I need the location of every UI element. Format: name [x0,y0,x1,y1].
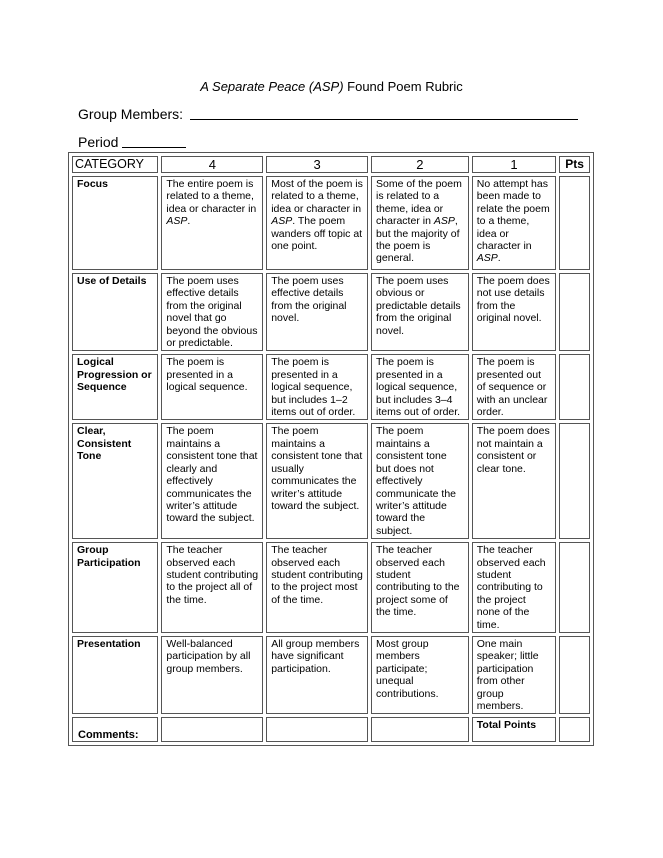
pts-cell[interactable] [559,176,590,270]
cell-score-2: The poem is presented in a logical sequence, but includes 3–4 items out of order. [371,354,469,420]
total-points-label: Total Points [472,717,556,742]
row-category: Clear, Consistent Tone [72,423,158,539]
row-category: Group Participation [72,542,158,633]
period-blank [122,147,186,148]
period-label: Period [78,134,119,150]
table-row [72,636,590,714]
cell-score-3: The teacher observed each student contributing to the project most of the time. [266,542,368,633]
cell-score-4: The teacher observed each student contributing to the project all of the time. [161,542,263,633]
cell-score-2: The teacher observed each student contributing to the project some of the time. [371,542,469,633]
cell-score-3: All group members have significant participation. [266,636,368,714]
pts-cell[interactable] [559,423,590,539]
cell-score-3: The poem uses effective details from the original novel. [266,273,368,351]
cell-score-4: Well-balanced participation by all group members. [161,636,263,714]
pts-cell[interactable] [559,542,590,633]
header-score-1: 1 [472,156,556,173]
total-row [72,717,590,742]
page-title [0,79,663,94]
cell-score-3: Most of the poem is related to a theme, idea or character in ASP. The poem wanders off topic at one point. [266,176,368,270]
row-category: Focus [72,176,158,270]
table-row [72,176,590,270]
cell-score-4: The poem maintains a consistent tone that clearly and effectively communicates the writer’s attitude toward the subject. [161,423,263,539]
cell-score-1: The teacher observed each student contributing to the project none of the time. [472,542,556,633]
cell-score-2: The poem maintains a consistent tone but does not effectively communicate the writer’s attitude toward the subject. [371,423,469,539]
rubric-table [68,152,594,746]
cell-score-3: The poem is presented in a logical sequence, but includes 1–2 items out of order. [266,354,368,420]
cell-score-1: The poem does not maintain a consistent or clear tone. [472,423,556,539]
header-score-3: 3 [266,156,368,173]
cell-score-4: The poem uses effective details from the original novel that go beyond the obvious or predictable. [161,273,263,351]
cell-score-3: The poem maintains a consistent tone that usually communicates the writer’s attitude toward the subject. [266,423,368,539]
row-category: Logical Progression or Sequence [72,354,158,420]
cell-score-1: The poem does not use details from the original novel. [472,273,556,351]
title-italic: A Separate Peace (ASP) [200,79,344,94]
header-pts: Pts [559,156,590,173]
header-row [72,156,590,173]
cell-score-1: No attempt has been made to relate the poem to a theme, idea or character in ASP. [472,176,556,270]
pts-cell[interactable] [559,273,590,351]
empty-cell [161,717,263,742]
table-row [72,423,590,539]
header-category: CATEGORY [72,156,158,173]
row-category: Presentation [72,636,158,714]
comments-label: Comments: [78,729,139,741]
pts-cell[interactable] [559,354,590,420]
table-row [72,354,590,420]
header-score-2: 2 [371,156,469,173]
table-row [72,273,590,351]
total-pts-cell[interactable] [559,717,590,742]
row-category: Use of Details [72,273,158,351]
table-row [72,542,590,633]
cell-score-1: The poem is presented out of sequence or with an unclear order. [472,354,556,420]
group-members-blank [190,119,578,120]
empty-cell [266,717,368,742]
cell-score-4: The poem is presented in a logical sequence. [161,354,263,420]
title-rest: Found Poem Rubric [343,79,463,94]
cell-score-2: Some of the poem is related to a theme, idea or character in ASP, but the majority of the poem is general. [371,176,469,270]
cell-score-2: The poem uses obvious or predictable details from the original novel. [371,273,469,351]
pts-cell[interactable] [559,636,590,714]
header-score-4: 4 [161,156,263,173]
cell-score-4: The entire poem is related to a theme, idea or character in ASP. [161,176,263,270]
group-members-label: Group Members: [78,106,184,122]
cell-score-1: One main speaker; little participation from other group members. [472,636,556,714]
empty-cell [371,717,469,742]
cell-score-2: Most group members participate; unequal contributions. [371,636,469,714]
